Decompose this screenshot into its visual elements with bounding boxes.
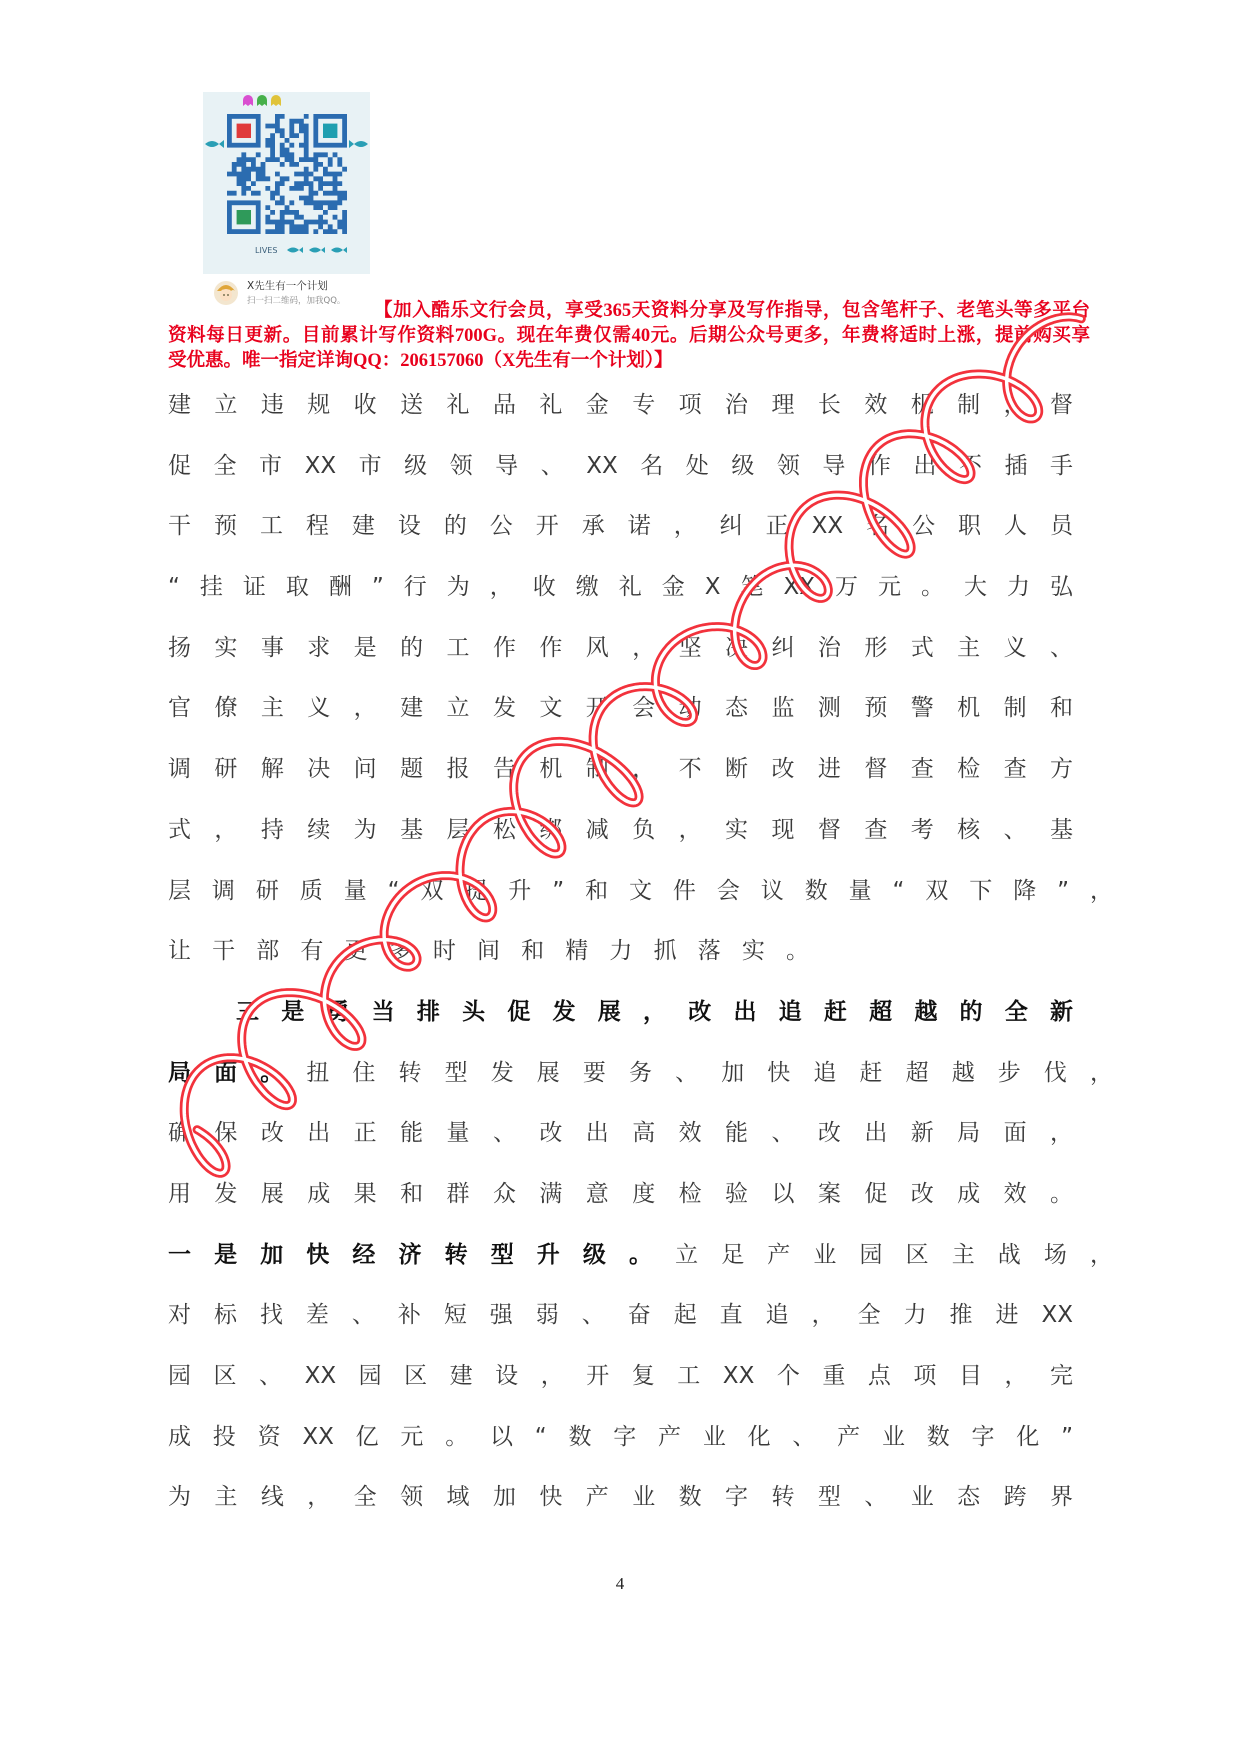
text-line (168, 1285, 1073, 1346)
line-text: 成投资XX亿元。以“数字产业化、产业数字化” (168, 1423, 1073, 1450)
author-name: X先生有一个计划 (247, 280, 328, 292)
fish-icon (309, 247, 325, 253)
promo-line: 受优惠。唯一指定详询QQ：206157060（X先生有一个计划）】 (168, 351, 673, 371)
text-line (168, 678, 1073, 739)
text-line (168, 618, 1073, 679)
line-text: 对标找差、补短强弱、奋起直追，全力推进XX (168, 1302, 1073, 1329)
text-line (168, 1467, 1073, 1528)
line-text: 立足产业园区主战场， (675, 1241, 1114, 1268)
qr-code-image (203, 92, 370, 274)
text-line (168, 436, 1073, 497)
line-text: 层调研质量“双提升”和文件会议数量“双下降”， (168, 877, 1113, 904)
text-line (168, 1103, 1073, 1164)
author-avatar (214, 281, 238, 305)
text-line (168, 496, 1073, 557)
line-text: 用发展成果和群众满意度检验以案促改成效。 (168, 1180, 1073, 1207)
line-text: “挂证取酬”行为，收缴礼金X笔XX万元。大力弘 (168, 574, 1073, 601)
line-text: 调研解决问题报告机制，不断改进督查检查方 (168, 756, 1073, 783)
text-line (168, 1407, 1073, 1468)
line-text: 为主线，全领域加快产业数字转型、业态跨界 (168, 1484, 1073, 1511)
page-number: 4 (615, 1574, 625, 1593)
promo-line: 资料每日更新。目前累计写作资料700G。现在年费仅需40元。后期公众号更多，年费将适时上涨，提前购买享 (168, 326, 1090, 346)
fish-icon (349, 140, 368, 148)
body-text (168, 375, 1128, 1528)
text-line (168, 1225, 1113, 1286)
ghost-icon (257, 95, 267, 106)
line-text: 让干部有更多时间和精力抓落实。 (168, 938, 809, 965)
qr-caption: LIVES (255, 246, 278, 255)
line-text: 建立违规收送礼品礼金专项治理长效机制，督 (168, 392, 1073, 418)
line-text: 园区、XX园区建设，开复工XX个重点项目，完 (168, 1363, 1073, 1389)
fish-icon (205, 140, 224, 148)
line-text: 确保改出正能量、改出高效能、改出新局面， (168, 1120, 1073, 1147)
fish-icon (331, 247, 347, 253)
qr-code (203, 92, 370, 274)
line-text: 式，持续为基层松绑减负，实现督查考核、基 (168, 816, 1073, 843)
text-line (168, 921, 809, 982)
bold-text: 局面。 (168, 1059, 307, 1086)
text-line (168, 800, 1073, 861)
section-heading-line (236, 982, 1073, 1043)
line-text: 扭住转型发展要务、加快追赶超越步伐， (306, 1059, 1114, 1086)
text-line (168, 861, 1113, 922)
ghost-icon (271, 95, 281, 106)
author-hint: 扫一扫二维码，加我QQ。 (247, 296, 346, 306)
text-line (168, 1164, 1073, 1225)
line-text: 促全市XX市级领导、XX名处级领导作出不插手 (168, 452, 1073, 479)
fish-icon (287, 247, 303, 253)
line-text: 扬实事求是的工作作风，坚决纠治形式主义、 (168, 634, 1073, 661)
ghost-icon (243, 95, 253, 106)
text-line (168, 1043, 1113, 1104)
text-line (168, 1346, 1073, 1407)
text-line (168, 375, 1073, 436)
ghost-icons (243, 95, 281, 106)
line-text: 官僚主义，建立发文开会动态监测预警机制和 (168, 695, 1073, 722)
bold-text: 三是勇当排头促发展，改出追赶超越的全新 (236, 998, 1073, 1025)
bold-text: 一是加快经济转型升级。 (168, 1241, 676, 1268)
text-line (168, 739, 1073, 800)
line-text: 干预工程建设的公开承诺，纠正XX名公职人员 (168, 513, 1073, 540)
text-line (168, 557, 1073, 618)
promo-line: 【加入酷乐文行会员，享受365天资料分享及写作指导，包含笔杆子、老笔头等多平台 (374, 301, 1090, 321)
